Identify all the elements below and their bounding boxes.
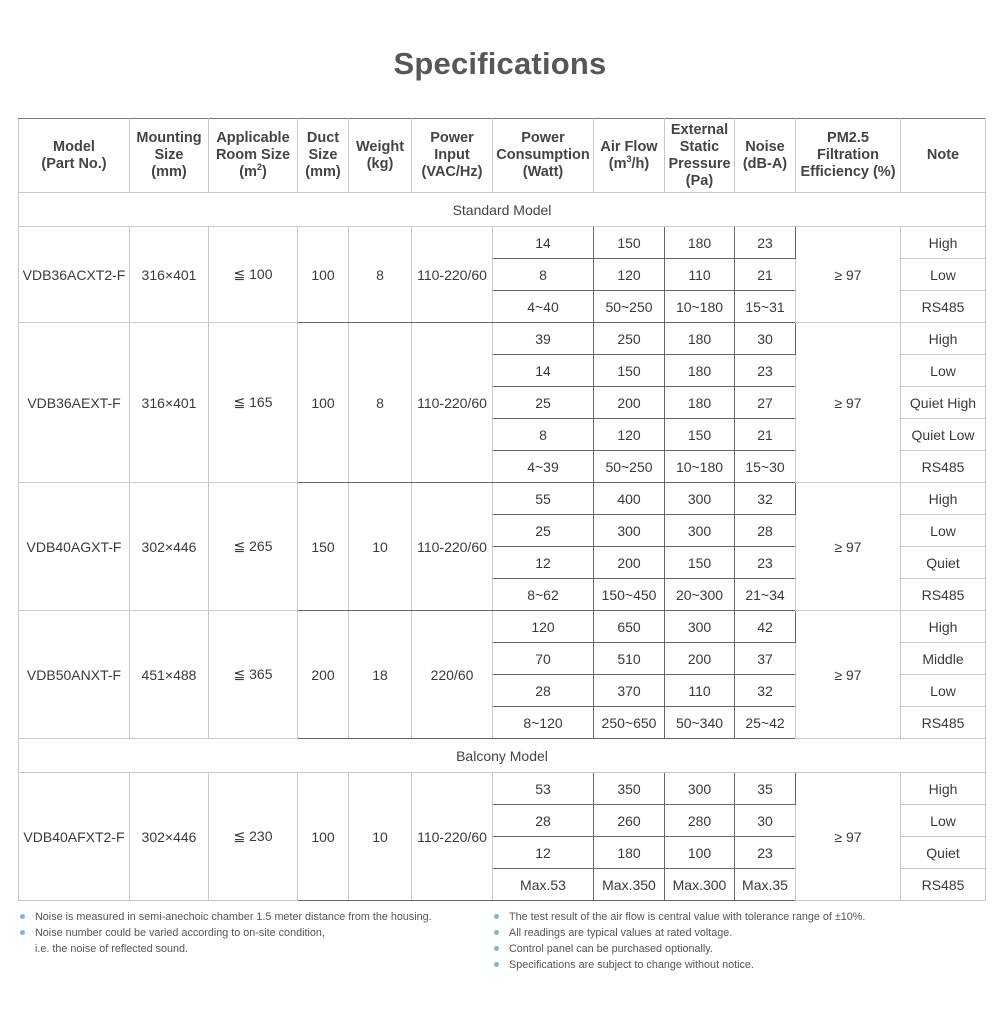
note-cell: Middle — [901, 643, 986, 675]
air-flow: 260 — [594, 805, 665, 837]
footnote-text: Noise is measured in semi-anechoic chamber 1.5 meter distance from the housing. — [35, 911, 432, 923]
static-pressure: 280 — [665, 805, 735, 837]
power-consumption: 39 — [493, 323, 594, 355]
footnote-item — [494, 925, 994, 941]
pm25-efficiency: ≥ 97 — [796, 483, 901, 611]
note-cell: High — [901, 611, 986, 643]
power-input: 110-220/60 — [412, 227, 493, 323]
static-pressure: 180 — [665, 227, 735, 259]
note-cell: High — [901, 323, 986, 355]
air-flow: 200 — [594, 547, 665, 579]
power-input: 220/60 — [412, 611, 493, 739]
room-size: ≦ 365 — [209, 611, 298, 739]
table-row — [19, 227, 986, 259]
static-pressure: 300 — [665, 515, 735, 547]
air-flow: 300 — [594, 515, 665, 547]
air-flow: 120 — [594, 419, 665, 451]
air-flow: 250 — [594, 323, 665, 355]
section-label: Standard Model — [19, 193, 986, 227]
header-external-static-pressure: External Static Pressure (Pa) — [665, 119, 735, 193]
model-part-no: VDB40AGXT-F — [19, 483, 130, 611]
note-cell: RS485 — [901, 291, 986, 323]
table-row — [19, 773, 986, 805]
footnotes-right — [494, 909, 994, 973]
header-row — [19, 119, 986, 193]
static-pressure: 180 — [665, 387, 735, 419]
air-flow: 150 — [594, 227, 665, 259]
power-consumption: 25 — [493, 387, 594, 419]
static-pressure: 110 — [665, 259, 735, 291]
note-cell: Quiet — [901, 837, 986, 869]
pm25-efficiency: ≥ 97 — [796, 611, 901, 739]
noise: 15~31 — [735, 291, 796, 323]
power-consumption: 8~62 — [493, 579, 594, 611]
air-flow: 350 — [594, 773, 665, 805]
power-consumption: 8 — [493, 259, 594, 291]
room-size: ≦ 165 — [209, 323, 298, 483]
note-cell: Low — [901, 515, 986, 547]
air-flow: 150~450 — [594, 579, 665, 611]
power-consumption: 70 — [493, 643, 594, 675]
bullet-icon — [494, 946, 499, 951]
footnote-text: Specifications are subject to change without notice. — [509, 959, 754, 971]
footnote-item — [494, 941, 994, 957]
header-note: Note — [901, 119, 986, 193]
header-mounting-size: Mounting Size (mm) — [130, 119, 209, 193]
footnotes-left — [20, 909, 490, 957]
weight: 8 — [349, 227, 412, 323]
power-consumption: 14 — [493, 227, 594, 259]
header-room-size: Applicable Room Size $(m^2)$ — [209, 119, 298, 193]
table-row — [19, 611, 986, 643]
noise: 23 — [735, 355, 796, 387]
note-cell: RS485 — [901, 869, 986, 901]
duct-size: 100 — [298, 323, 349, 483]
note-cell: Quiet Low — [901, 419, 986, 451]
air-flow: 370 — [594, 675, 665, 707]
table-row — [19, 483, 986, 515]
air-flow: 120 — [594, 259, 665, 291]
mounting-size: 451×488 — [130, 611, 209, 739]
footnote-item — [20, 909, 490, 925]
room-size: ≦ 230 — [209, 773, 298, 901]
air-flow: 50~250 — [594, 291, 665, 323]
mounting-size: 316×401 — [130, 227, 209, 323]
bullet-icon — [494, 914, 499, 919]
power-input: 110-220/60 — [412, 773, 493, 901]
noise: 27 — [735, 387, 796, 419]
footnote-item — [20, 925, 490, 957]
power-consumption: 120 — [493, 611, 594, 643]
power-consumption: 12 — [493, 547, 594, 579]
weight: 10 — [349, 773, 412, 901]
static-pressure: 300 — [665, 773, 735, 805]
pm25-efficiency: ≥ 97 — [796, 323, 901, 483]
air-flow: 650 — [594, 611, 665, 643]
power-consumption: 8~120 — [493, 707, 594, 739]
section-row — [19, 739, 986, 773]
power-consumption: Max.53 — [493, 869, 594, 901]
power-consumption: 12 — [493, 837, 594, 869]
duct-size: 150 — [298, 483, 349, 611]
model-part-no: VDB40AFXT2-F — [19, 773, 130, 901]
static-pressure: 100 — [665, 837, 735, 869]
footnote-text: All readings are typical values at rated voltage. — [509, 927, 733, 939]
model-part-no: VDB36AEXT-F — [19, 323, 130, 483]
header-noise: Noise (dB-A) — [735, 119, 796, 193]
footnote-text: Control panel can be purchased optionally. — [509, 943, 713, 955]
power-consumption: 55 — [493, 483, 594, 515]
power-input: 110-220/60 — [412, 323, 493, 483]
note-cell: Low — [901, 355, 986, 387]
noise: 25~42 — [735, 707, 796, 739]
note-cell: Low — [901, 805, 986, 837]
note-cell: Quiet High — [901, 387, 986, 419]
static-pressure: 200 — [665, 643, 735, 675]
air-flow: 400 — [594, 483, 665, 515]
note-cell: High — [901, 773, 986, 805]
power-consumption: 28 — [493, 675, 594, 707]
noise: 32 — [735, 675, 796, 707]
model-part-no: VDB50ANXT-F — [19, 611, 130, 739]
noise: 28 — [735, 515, 796, 547]
table-row — [19, 323, 986, 355]
pm25-efficiency: ≥ 97 — [796, 773, 901, 901]
note-cell: Low — [901, 675, 986, 707]
noise: Max.35 — [735, 869, 796, 901]
air-flow: 150 — [594, 355, 665, 387]
air-flow: Max.350 — [594, 869, 665, 901]
power-consumption: 53 — [493, 773, 594, 805]
mounting-size: 302×446 — [130, 483, 209, 611]
model-part-no: VDB36ACXT2-F — [19, 227, 130, 323]
room-size: ≦ 100 — [209, 227, 298, 323]
weight: 8 — [349, 323, 412, 483]
weight: 10 — [349, 483, 412, 611]
static-pressure: 300 — [665, 611, 735, 643]
page-title: Specifications — [393, 46, 607, 81]
noise: 21~34 — [735, 579, 796, 611]
note-cell: RS485 — [901, 451, 986, 483]
noise: 15~30 — [735, 451, 796, 483]
static-pressure: 300 — [665, 483, 735, 515]
noise: 21 — [735, 419, 796, 451]
noise: 23 — [735, 547, 796, 579]
air-flow: 180 — [594, 837, 665, 869]
noise: 42 — [735, 611, 796, 643]
section-row — [19, 193, 986, 227]
room-size: ≦ 265 — [209, 483, 298, 611]
noise: 23 — [735, 837, 796, 869]
note-cell: RS485 — [901, 707, 986, 739]
air-flow: 250~650 — [594, 707, 665, 739]
static-pressure: 50~340 — [665, 707, 735, 739]
noise: 23 — [735, 227, 796, 259]
noise: 35 — [735, 773, 796, 805]
specifications-table — [18, 118, 986, 901]
power-consumption: 25 — [493, 515, 594, 547]
power-consumption: 8 — [493, 419, 594, 451]
static-pressure: 10~180 — [665, 291, 735, 323]
power-consumption: 14 — [493, 355, 594, 387]
note-cell: High — [901, 483, 986, 515]
static-pressure: 20~300 — [665, 579, 735, 611]
header-pm25-efficiency: PM2.5 Filtration Efficiency (%) — [796, 119, 901, 193]
static-pressure: 110 — [665, 675, 735, 707]
bullet-icon — [20, 930, 25, 935]
static-pressure: 150 — [665, 547, 735, 579]
duct-size: 200 — [298, 611, 349, 739]
noise: 21 — [735, 259, 796, 291]
note-cell: RS485 — [901, 579, 986, 611]
header-duct-size: Duct Size (mm) — [298, 119, 349, 193]
footnote-item — [494, 909, 994, 925]
air-flow: 200 — [594, 387, 665, 419]
noise: 32 — [735, 483, 796, 515]
power-consumption: 4~40 — [493, 291, 594, 323]
air-flow: 510 — [594, 643, 665, 675]
air-flow: 50~250 — [594, 451, 665, 483]
noise: 30 — [735, 805, 796, 837]
footnote-text: The test result of the air flow is central value with tolerance range of ±10%. — [509, 911, 866, 923]
bullet-icon — [494, 930, 499, 935]
static-pressure: 10~180 — [665, 451, 735, 483]
section-label: Balcony Model — [19, 739, 986, 773]
note-cell: Low — [901, 259, 986, 291]
bullet-icon — [20, 914, 25, 919]
header-air-flow: Air Flow $(m^3/h)$ — [594, 119, 665, 193]
power-consumption: 28 — [493, 805, 594, 837]
footnote-text: Noise number could be varied according to on-site condition, i.e. the noise of reflected sound. — [35, 927, 325, 955]
note-cell: High — [901, 227, 986, 259]
static-pressure: 180 — [665, 323, 735, 355]
header-model: Model (Part No.) — [19, 119, 130, 193]
specifications-body — [19, 193, 986, 901]
weight: 18 — [349, 611, 412, 739]
static-pressure: 180 — [665, 355, 735, 387]
header-power-consumption: Power Consumption (Watt) — [493, 119, 594, 193]
power-consumption: 4~39 — [493, 451, 594, 483]
header-weight: Weight (kg) — [349, 119, 412, 193]
noise: 37 — [735, 643, 796, 675]
mounting-size: 302×446 — [130, 773, 209, 901]
header-power-input: Power Input (VAC/Hz) — [412, 119, 493, 193]
static-pressure: Max.300 — [665, 869, 735, 901]
mounting-size: 316×401 — [130, 323, 209, 483]
bullet-icon — [494, 962, 499, 967]
note-cell: Quiet — [901, 547, 986, 579]
duct-size: 100 — [298, 227, 349, 323]
pm25-efficiency: ≥ 97 — [796, 227, 901, 323]
footnote-item — [494, 957, 994, 973]
noise: 30 — [735, 323, 796, 355]
duct-size: 100 — [298, 773, 349, 901]
power-input: 110-220/60 — [412, 483, 493, 611]
static-pressure: 150 — [665, 419, 735, 451]
